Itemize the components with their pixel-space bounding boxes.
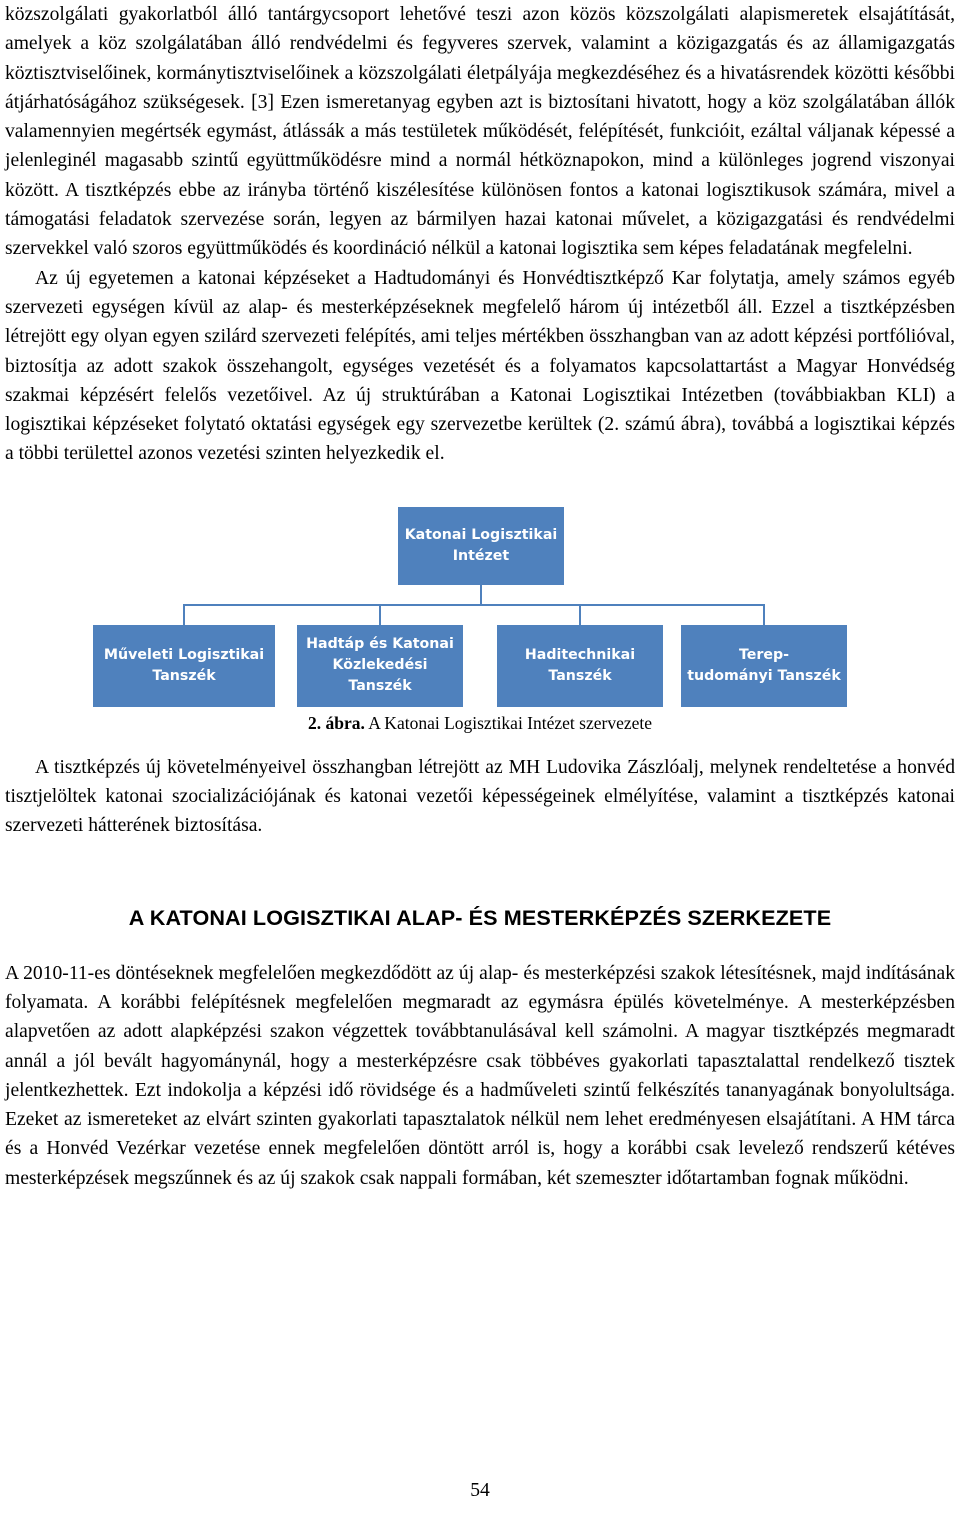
- org-box-hadtap-es-katonai-kozlekedesi-tanszek: Hadtáp és Katonai Közlekedési Tanszék: [297, 625, 463, 707]
- paragraph-3: A tisztképzés új követelményeivel összhangban létrejött az MH Ludovika Zászlóalj, melynek rendeltetése a honvéd tisztjelöltek katonai szocializációjának és katonai vezetői képességeinek elmélyítése, valamint a tisztképzés katonai szervezeti hátterének biztosítása.: [5, 756, 955, 837]
- connector-a: [183, 604, 185, 625]
- figure-caption-text: A Katonai Logisztikai Intézet szervezete: [364, 712, 653, 733]
- document-page: [5, 0, 955, 1193]
- connector-vertical-top: [480, 585, 482, 605]
- paragraph-2: Az új egyetemen a katonai képzéseket a Hadtudományi és Honvédtisztképző Kar folytatja, amely számos egyéb szervezeti egységen kívül az alap- és mesterképzéseknek megfelelő három új intézetből áll. Ezzel a tisztképzésben létrejött egy olyan egyen szilárd szervezeti felépítés, ami teljes mértékben összhangban van az adott képzési portfólióval, biztosítja az adott szakok összehangolt, egységes vezetését és a folyamatos kapcsolattartást a Magyar Honvédség szakmai képzésért felelős vezetőivel. Az új struktúrában a Katonai Logisztikai Intézetben (továbbiakban KLI) a logisztikai képzéseket folytató oktatási egységek egy szervezetbe kerültek (2. számú ábra), továbbá a logisztikai képzés a többi területtel azonos vezetési szinten helyezkedik el.: [5, 267, 955, 465]
- connector-d: [763, 604, 765, 625]
- org-box-haditechnikai-tanszek: Haditechnikai Tanszék: [497, 625, 663, 707]
- connector-c: [579, 604, 581, 625]
- page-number: 54: [470, 1480, 490, 1501]
- org-box-muveleti-logisztikai-tanszek: Műveleti Logisztikai Tanszék: [93, 625, 275, 707]
- figure-caption: [5, 711, 955, 735]
- paragraph-1: közszolgálati gyakorlatból álló tantárgycsoport lehetővé teszi azon közös közszolgálati alapismeretek elsajátítását, amelyek a köz szolgálatában álló rendvédelmi és fegyveres szervek, valamint a közigazgatás és az államigazgatás köztisztviselőinek, kormánytisztviselőinek a közszolgálati életpályája megkezdéséhez és a hivatásrendek közötti későbbi átjárhatóságához szükségesek. [3] Ezen ismeretanyag egyben azt is biztosítani hivatott, hogy a köz szolgálatában állók valamennyien megértsék egymást, átlássák a más testületek működését, felépítését, funkcióit, ezáltal váljanak képessé a jelenleginél magasabb szintű együttműködésre mind a normál hétköznapokon, mind a különleges jogrend viszonyai között. A tisztképzés ebbe az irányba történő kiszélesítése különösen fontos a katonai logisztikusok számára, mivel a támogatási feladatok szervezése során, legyen az bármilyen hazai katonai művelet, a közigazgatási és rendvédelmi szervekkel való szoros együttműködés és koordináció nélkül a katonai logisztika sem képes feladatának megfelelni.: [5, 4, 955, 260]
- connector-b: [379, 604, 381, 625]
- org-chart: [5, 507, 955, 707]
- paragraph-4: A 2010-11-es döntéseknek megfelelően megkezdődött az új alap- és mesterképzési szakok létesítésnek, majd indításának folyamata. A korábbi felépítésnek megfelelően megmaradt az egymásra épülés követelménye. A mesterképzésben alapvetően az adott alapképzési szakon végzettek továbbtanulásával kell számolni. A magyar tisztképzés megmaradt annál a jól bevált hagyománynál, hogy a mesterképzésre csak többéves gyakorlati tapasztalattal rendelkező tisztek jelentkezhettek. Ezt indokolja a képzési idő rövidsége és a hadműveleti szintű felkészítés tananyagának bonyolultsága. Ezeket az ismereteket az elvárt szinten gyakorlati tapasztalatok nélkül nem lehet eredményesen elsajátítani. A HM tárca és a Honvéd Vezérkar vezetése ennek megfelelően döntött arról is, hogy a korábbi csak levelező rendszerű kétéves mesterképzések megszűnnek és az új szakok csak nappali formában, két szemeszter időtartamban fognak működni.: [5, 962, 955, 1189]
- connector-horizontal: [183, 604, 765, 606]
- org-box-tereptudomanyi-tanszek: Terep- tudományi Tanszék: [681, 625, 847, 707]
- section-heading: A KATONAI LOGISZTIKAI ALAP- ÉS MESTERKÉPZÉS SZERKEZETE: [128, 904, 832, 930]
- org-box-katonai-logisztikai-intezet: Katonai Logisztikai Intézet: [398, 507, 564, 585]
- figure-number: 2. ábra.: [307, 712, 365, 733]
